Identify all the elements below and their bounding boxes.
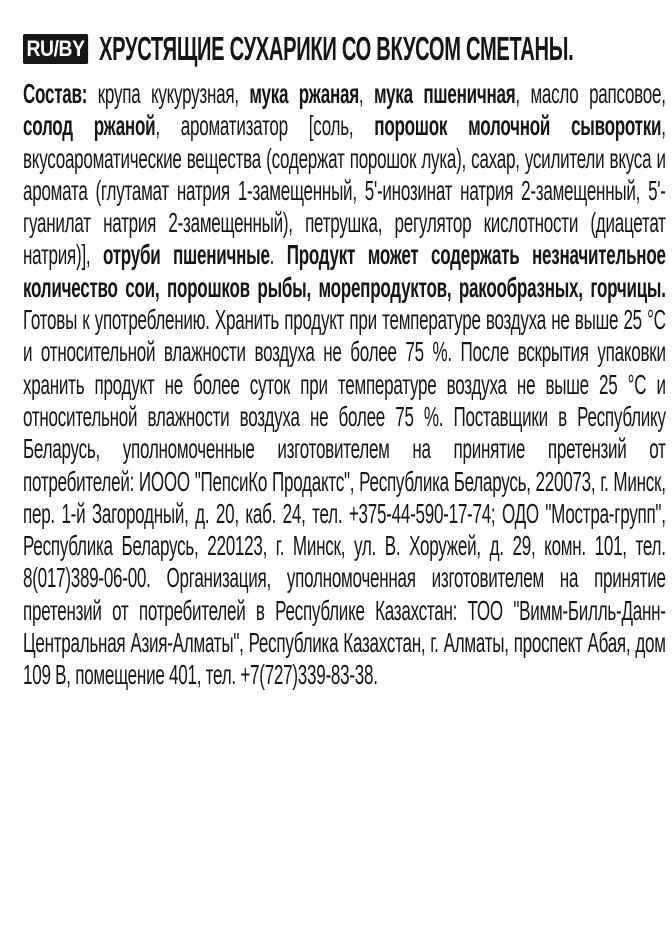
text-segment: , [358, 78, 374, 109]
composition-text [23, 78, 666, 692]
allergen-rye-malt: солод ржаной [23, 110, 156, 142]
storage-and-supplier-info: Готовы к употреблению. Хранить продукт при температуре воздуха не выше 25 °С и относительной влажности воздуха не более 75 %. После вскрытия упаковки хранить продукт не более суток при температуре воздуха не выше 25 °С и относительной влажности воздуха не более 75 %. Поставщики в Республику Беларусь, уполномоченные изготовителем на принятие претензий от потребителей: ИООО "ПепсиКо Продактс", Республика Беларусь, 220073, г. Минск, пер. 1-й Загородный, д. 20, каб. 24, тел. +375-44-590-17-74; ОДО "Мостра-групп", Республика Беларусь, 220123, г. Минск, ул. В. Хоружей, д. 29, комн. 101, тел. 8(017)389-06-00. Организация, уполномоченная изготовителем на принятие претензий от потребителей в Республике Казахстан: ТОО "Вимм-Билль-Данн-Центральная Азия-Алматы", Республика Казахстан, г. Алматы, проспект Абая, дом 109 В, помещение 401, тел. +7(727)339-83-38. [23, 304, 666, 691]
may-contain-warning: Продукт может содержать незначительное количество сои, порошков рыбы, морепродуктов, ракообразных, горчицы. [23, 239, 666, 303]
product-title: ХРУСТЯЩИЕ СУХАРИКИ СО ВКУСОМ СМЕТАНЫ. [98, 30, 574, 67]
language-badge: RU/BY [23, 34, 88, 64]
text-segment: , вкусоароматические вещества (содержат порошок лука), сахар, усилители вкуса и аромата (глутамат натрия 1-замещенный, 5'-инозинат натрия 2-замещенный, 5'-гуанилат натрия 2-замещенный), петрушка, регулятор кислотности (диацетат натрия)], [23, 110, 666, 271]
composition-label: Состав: [23, 78, 88, 109]
allergen-whey-powder: порошок молочной сыворотки [374, 110, 662, 142]
label-header [23, 30, 664, 68]
text-segment: , масло рапсовое, [515, 78, 666, 109]
text-segment: . [269, 239, 287, 271]
text-segment: , ароматизатор [соль, [155, 110, 375, 142]
text-segment: крупа кукурузная, [87, 78, 250, 109]
allergen-wheat-flour: мука пшеничная [373, 78, 516, 109]
allergen-wheat-bran: отруби пшеничные [102, 239, 270, 271]
allergen-rye-flour: мука ржаная [249, 78, 359, 109]
